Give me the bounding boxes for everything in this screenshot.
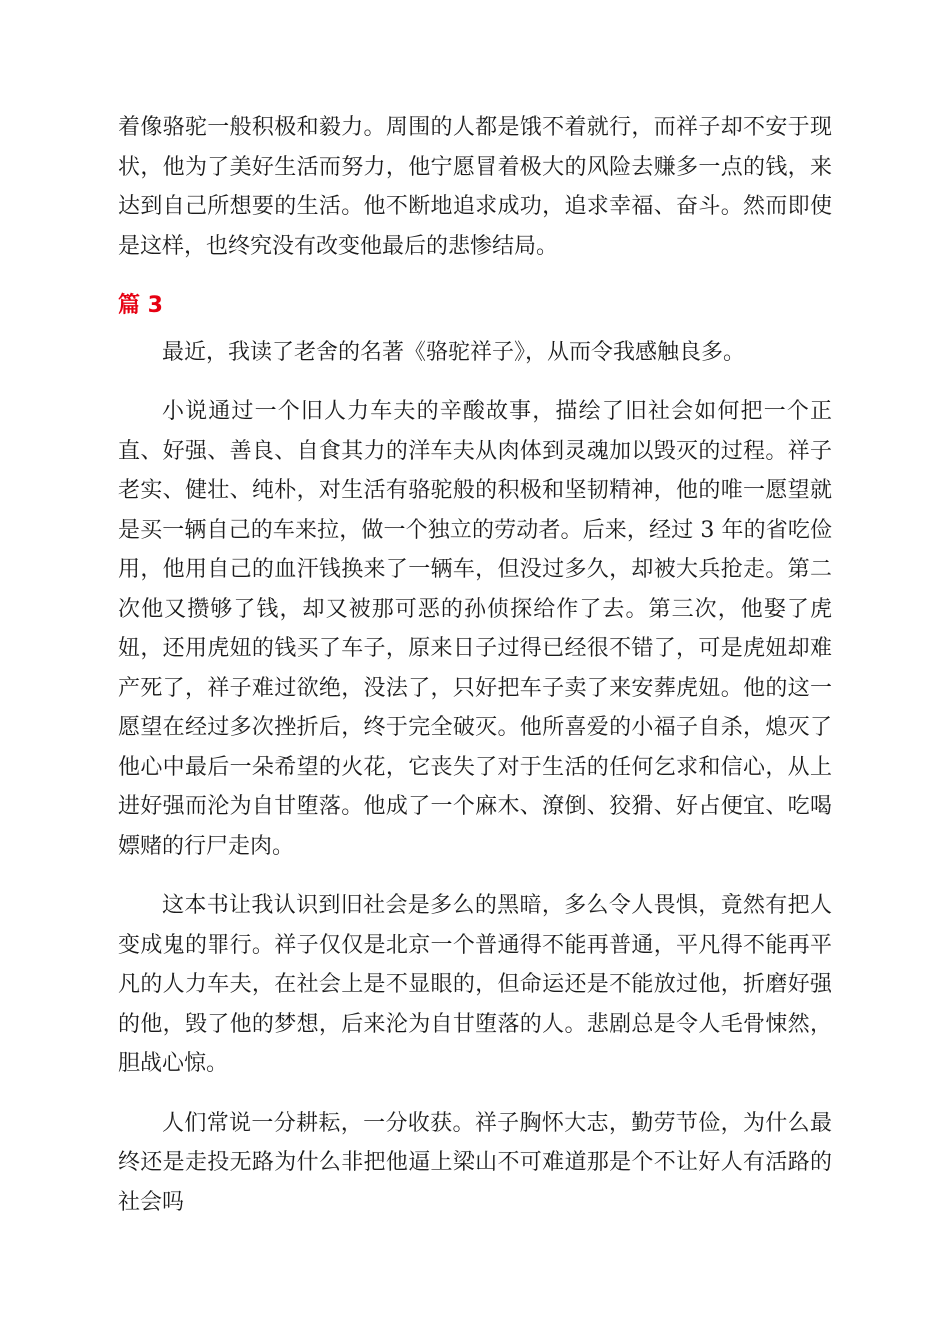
- continued-paragraph: 着像骆驼一般积极和毅力。周围的人都是饿不着就行，而祥子却不安于现状，他为了美好生活而努力，他宁愿冒着极大的风险去赚多一点的钱，来达到自己所想要的生活。他不断地追求成功，追求幸福、奋斗。然而即使是这样，也终究没有改变他最后的悲惨结局。: [118, 115, 832, 259]
- section-heading: 篇 3: [118, 293, 163, 318]
- paragraph-1: 最近，我读了老舍的名著《骆驼祥子》，从而令我感触良多。: [162, 339, 746, 365]
- document-body: [118, 108, 832, 1242]
- paragraph-2: 小说通过一个旧人力车夫的辛酸故事，描绘了旧社会如何把一个正直、好强、善良、自食其力的洋车夫从肉体到灵魂加以毁灭的过程。祥子老实、健壮、纯朴，对生活有骆驼般的积极和坚韧精神，他的唯一愿望就是买一辆自己的车来拉，做一个独立的劳动者。后来，经过 3 年的省吃俭用，他用自己的血汗钱换来了一辆车，但没过多久，却被大兵抢走。第二次他又攒够了钱，却又被那可恶的孙侦探给作了去。第三次，他娶了虎妞，还用虎妞的钱买了车子，原来日子过得已经很不错了，可是虎妞却难产死了，祥子难过欲绝，没法了，只好把车子卖了来安葬虎妞。他的这一愿望在经过多次挫折后，终于完全破灭。他所喜爱的小福子自杀，熄灭了他心中最后一朵希望的火花，它丧失了对于生活的任何乞求和信心，从上进好强而沦为自甘堕落。他成了一个麻木、潦倒、狡猾、好占便宜、吃喝嫖赌的行尸走肉。: [118, 399, 832, 859]
- paragraph-4: 人们常说一分耕耘，一分收获。祥子胸怀大志，勤劳节俭，为什么最终还是走投无路为什么非把他逼上梁山不可难道那是个不让好人有活路的社会吗: [118, 1110, 832, 1215]
- paragraph-3: 这本书让我认识到旧社会是多么的黑暗，多么令人畏惧，竟然有把人变成鬼的罪行。祥子仅仅是北京一个普通得不能再普通，平凡得不能再平凡的人力车夫，在社会上是不显眼的，但命运还是不能放过他，折磨好强的他，毁了他的梦想，后来沦为自甘堕落的人。悲剧总是令人毛骨悚然，胆战心惊。: [118, 893, 832, 1076]
